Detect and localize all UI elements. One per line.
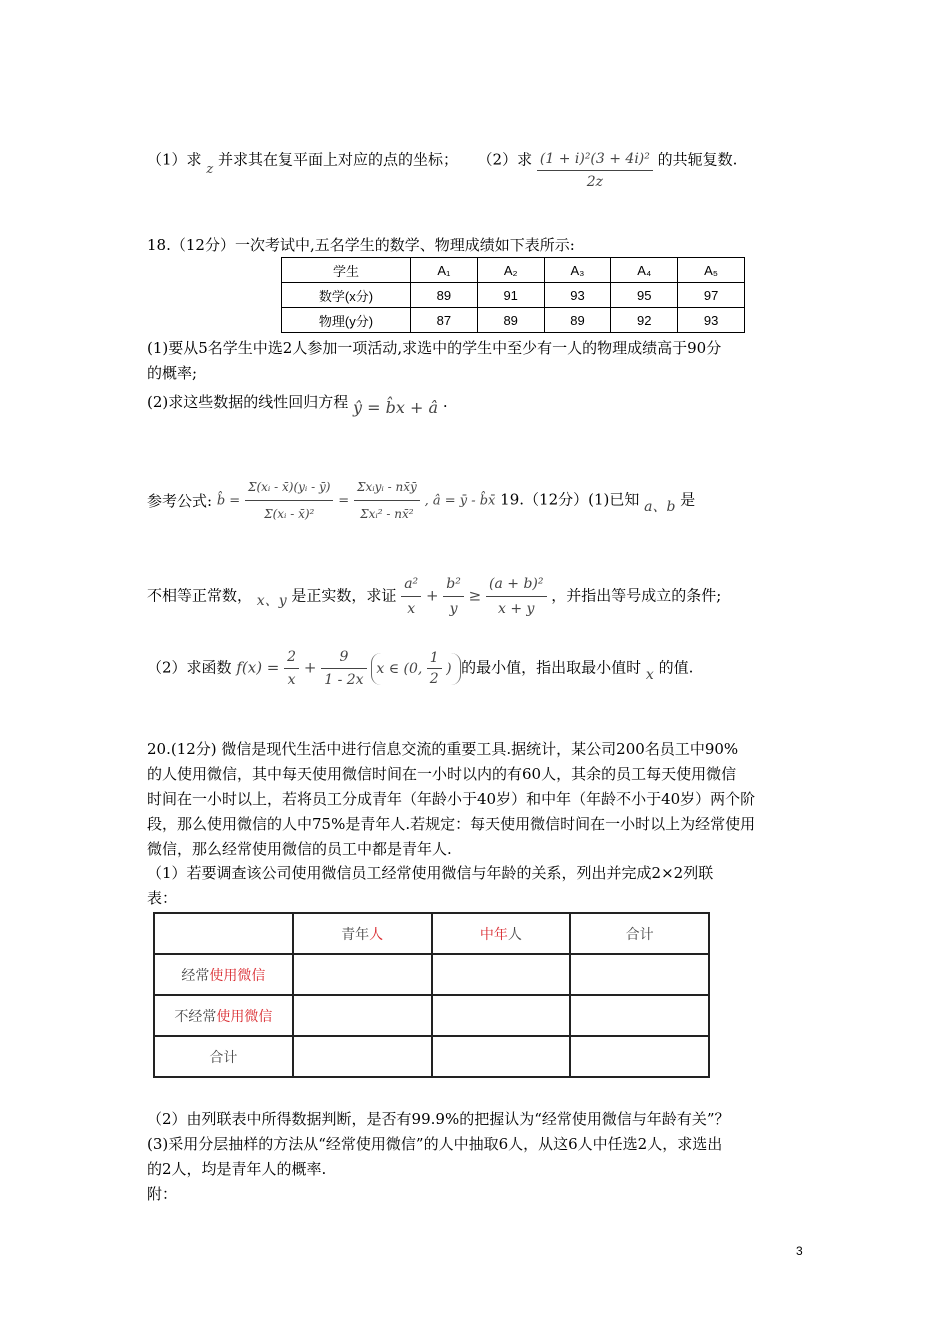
q19-ineq-l2n: b² [443,572,464,597]
q17-line [147,138,738,190]
q19-p2-b: 的最小值，指出取最小值时 [461,658,642,677]
ref-b: b̂ = [216,493,241,509]
q19-domain-hn: 1 [427,648,442,669]
row-frequent: 经常 [181,966,210,983]
table-row [154,913,709,954]
q19-head-end: 是 [680,490,696,509]
q19-fplus: + [303,658,317,677]
table-cell [432,913,571,954]
ref-den2: Σxᵢ² - nx̄² [360,507,414,521]
table-cell: A₅ [678,258,745,283]
q20-part3-line1: (3)采用分层抽样的方法从“经常使用微信”的人中抽取6人，从这6人中任选2人，求选出 [147,1135,723,1153]
table-row [154,954,709,995]
q19-ineq-l1d: x [407,601,416,617]
table-cell [432,1036,571,1077]
table-cell [570,954,709,995]
table-cell: 89 [477,308,544,333]
table-cell [154,954,293,995]
q19-part2 [147,646,693,691]
q19-f2d: 1 - 2x [324,672,364,688]
table-cell: A₁ [411,258,478,283]
ref-frac1 [245,474,334,527]
q19-ineq-rn: (a + b)² [486,572,546,597]
header-youth: 青年 [341,925,370,942]
q17-part1-b: 并求其在复平面上对应的点的坐标； [217,150,458,169]
table-cell [154,913,293,954]
table-cell: A₄ [611,258,678,283]
q18-score-table [281,257,745,333]
ref-frac2 [354,474,420,527]
q19-f2n: 9 [321,646,366,669]
row-infrequent-suffix: 使用微信 [216,1007,273,1024]
q18-title: 18.（12分）一次考试中,五名学生的数学、物理成绩如下表所示: [147,236,575,254]
q20-part1-line2: 表： [147,889,178,907]
q19-domain-hd: 2 [429,671,439,687]
q19-domain-half [427,648,442,689]
q17-expr-den: 2z [586,174,604,190]
q19-domain-a: x ∈ (0, [376,660,423,677]
q19-domain-b: ) [446,660,452,677]
table-cell [293,1036,432,1077]
q19-domain [371,650,461,687]
q20-contingency-table [153,912,710,1078]
q18-reference-formula [147,474,695,527]
q20-line-5: 微信，那么经常使用微信的员工中都是青年人. [147,840,452,858]
q19-ab: a、b [644,498,676,515]
table-cell: 89 [411,283,478,308]
q19-ineq-rd: x + y [498,601,535,617]
q19-l2-b: 是正实数，求证 [291,586,397,605]
ref-label: 参考公式: [147,491,213,510]
q17-z-var: z [206,161,214,177]
table-cell [570,1036,709,1077]
q19-f1n: 2 [284,646,299,669]
q19-p2-c: 的值. [658,658,694,677]
q20-line-4: 段，那么使用微信的人中75%是青年人.若规定：每天使用微信时间在一小时以上为经常使用 [147,815,756,833]
table-cell: 合计 [570,913,709,954]
table-cell [293,954,432,995]
table-cell: 89 [544,308,611,333]
q18-part2 [147,388,448,416]
q17-expr-num: (1 + i)²(3 + 4i)² [537,148,653,171]
q19-xy: x、y [256,592,287,609]
q19-head: 19.（12分）(1)已知 [500,490,640,509]
q18-part2-end: . [442,393,448,411]
q19-ineq-plus: + [425,586,439,605]
table-cell: 97 [678,283,745,308]
table-cell: 93 [678,308,745,333]
q19-line2 [147,572,721,621]
ref-den1: Σ(xᵢ - x̄)² [264,507,315,521]
q18-regression-eq: ŷ = b̂x + â [353,398,439,417]
q19-f-frac2 [321,646,366,691]
header-middle: 中年 [479,925,508,942]
header-youth-suffix: 人 [369,925,384,942]
table-cell: 95 [611,283,678,308]
row-frequent-suffix: 使用微信 [209,966,266,983]
q20-part2: （2）由列联表中所得数据判断，是否有99.9%的把握认为“经常使用微信与年龄有关”？ [147,1110,730,1128]
q17-part2-b: 的共轭复数. [657,150,738,169]
table-row [154,1036,709,1077]
page-number: 3 [796,1244,803,1258]
ref-eq: = [338,493,350,509]
q20-line-3: 时间在一小时以上，若将员工分成青年（年龄小于40岁）和中年（年龄不小于40岁）两个阶 [147,790,756,808]
table-cell [293,913,432,954]
q19-ineq-frac1 [401,572,421,621]
q19-ineq-ge: ≥ [468,586,482,605]
table-cell: 数学(x分) [282,283,411,308]
header-middle-suffix: 人 [507,925,522,942]
q17-part2-a: （2）求 [477,150,533,169]
q19-x-var: x [645,666,654,683]
table-cell: 学生 [282,258,411,283]
table-cell: 93 [544,283,611,308]
q19-ineq-frac2 [443,572,464,621]
table-row [282,283,745,308]
q20-appendix: 附： [147,1185,178,1203]
q20-part1-line1: （1）若要调查该公司使用微信员工经常使用微信与年龄的关系，列出并完成2×2列联 [147,864,714,882]
q19-fx: f(x) = [236,658,280,677]
q18-part2-text: (2)求这些数据的线性回归方程 [147,393,349,411]
table-cell [432,954,571,995]
table-cell [570,995,709,1036]
ref-a: , â = ȳ - b̂x̄ [424,493,496,509]
table-row [282,258,745,283]
table-row [154,995,709,1036]
table-cell: 合计 [154,1036,293,1077]
table-cell: A₃ [544,258,611,283]
q19-ineq-l1n: a² [401,572,421,597]
q19-l2-c: ，并指出等号成立的条件; [551,586,722,605]
q19-l2-a: 不相等正常数， [147,586,253,605]
q20-line-2: 的人使用微信，其中每天使用微信时间在一小时以内的有60人，其余的员工每天使用微信 [147,765,737,783]
q19-p2-a: （2）求函数 [147,658,232,677]
table-cell [293,995,432,1036]
ref-num2: Σxᵢyᵢ - nx̄ȳ [354,474,420,501]
q19-ineq-l2d: y [449,601,458,617]
q17-part1-a: （1）求 [147,150,202,169]
q20-part3-line2: 的2人，均是青年人的概率. [147,1160,327,1178]
table-cell: 物理(y分) [282,308,411,333]
table-cell: 87 [411,308,478,333]
q18-part1-line1: (1)要从5名学生中选2人参加一项活动,求选中的学生中至少有一人的物理成绩高于90分 [147,339,722,357]
q19-ineq-frac3 [486,572,546,621]
table-row [282,308,745,333]
table-cell [432,995,571,1036]
table-cell: A₂ [477,258,544,283]
table-cell: 92 [611,308,678,333]
row-infrequent: 不经常 [174,1007,217,1024]
q18-part1-line2: 的概率; [147,364,198,382]
q19-f-frac1 [284,646,299,691]
q17-expression [537,148,653,193]
table-cell: 91 [477,283,544,308]
q20-line-1: 20.(12分) 微信是现代生活中进行信息交流的重要工具.据统计，某公司200名员工中90% [147,740,739,758]
q19-f1d: x [287,672,296,688]
ref-num1: Σ(xᵢ - x̄)(yᵢ - ȳ) [245,474,334,501]
table-cell [154,995,293,1036]
